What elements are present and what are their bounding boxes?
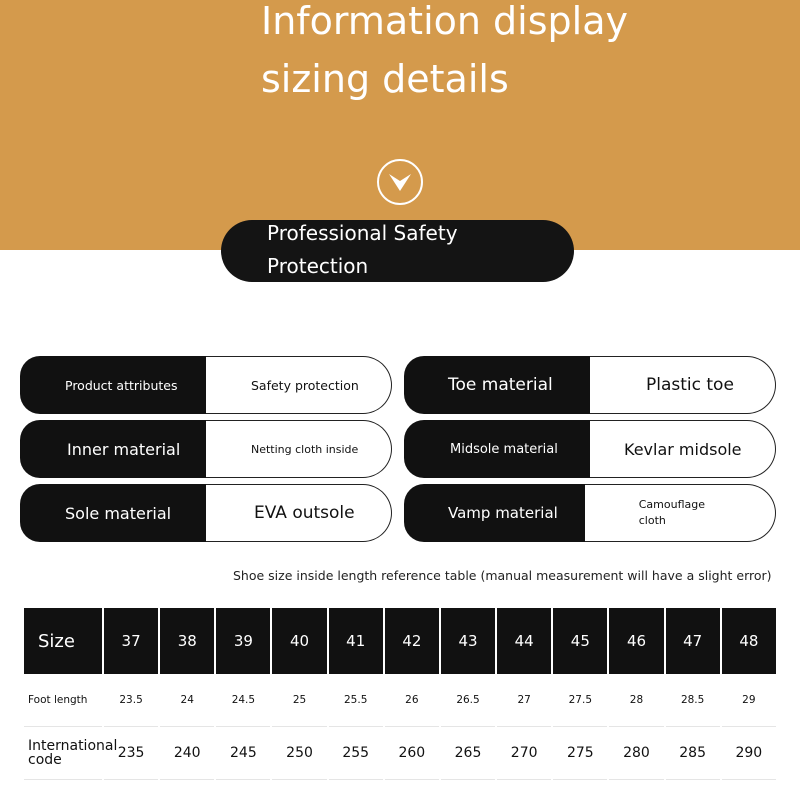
size-cell: 40 — [272, 608, 326, 674]
spec-value: Safety protection — [206, 356, 392, 414]
international-code-cell: 250 — [272, 727, 326, 780]
foot-length-cell: 25 — [272, 674, 326, 727]
size-cell: 48 — [722, 608, 776, 674]
size-cell: 41 — [329, 608, 383, 674]
size-cell: 43 — [441, 608, 495, 674]
spec-value: Plastic toe — [590, 356, 776, 414]
foot-length-cell: 28.5 — [666, 674, 720, 727]
spec-midsole-material — [404, 420, 776, 478]
spec-toe-material — [404, 356, 776, 414]
foot-length-cell: 27 — [497, 674, 551, 727]
international-code-row — [24, 727, 776, 780]
size-label: Size — [24, 608, 102, 674]
spec-key: Product attributes — [20, 356, 206, 414]
chevron-down-icon — [376, 158, 424, 206]
hero-banner — [0, 0, 800, 250]
international-code-cell: 240 — [160, 727, 214, 780]
spec-inner-material — [20, 420, 392, 478]
spec-value: Camouflage cloth — [585, 484, 776, 542]
spec-value: Netting cloth inside — [206, 420, 392, 478]
spec-key: Sole material — [20, 484, 206, 542]
spec-key: Midsole material — [404, 420, 590, 478]
foot-length-label: Foot length — [24, 674, 102, 727]
international-code-cell: 245 — [216, 727, 270, 780]
foot-length-cell: 27.5 — [553, 674, 607, 727]
foot-length-cell: 24 — [160, 674, 214, 727]
foot-length-row — [24, 674, 776, 727]
international-code-cell: 275 — [553, 727, 607, 780]
foot-length-cell: 28 — [609, 674, 663, 727]
foot-length-cell: 29 — [722, 674, 776, 727]
size-cell: 38 — [160, 608, 214, 674]
spec-key: Inner material — [20, 420, 206, 478]
international-code-label: International code — [24, 727, 102, 780]
spec-product-attributes — [20, 356, 392, 414]
international-code-cell: 265 — [441, 727, 495, 780]
hero-title: Information display sizing details — [261, 0, 628, 101]
international-code-cell: 255 — [329, 727, 383, 780]
spec-key: Toe material — [404, 356, 590, 414]
international-code-cell: 280 — [609, 727, 663, 780]
size-cell: 46 — [609, 608, 663, 674]
foot-length-cell: 26 — [385, 674, 439, 727]
international-code-cell: 260 — [385, 727, 439, 780]
international-code-cell: 235 — [104, 727, 158, 780]
spec-key: Vamp material — [404, 484, 585, 542]
size-table — [22, 608, 778, 780]
international-code-cell: 285 — [666, 727, 720, 780]
spec-value: EVA outsole — [206, 484, 392, 542]
spec-vamp-material — [404, 484, 776, 542]
international-code-cell: 270 — [497, 727, 551, 780]
foot-length-cell: 23.5 — [104, 674, 158, 727]
section-banner-label: Professional Safety Protection — [267, 221, 458, 278]
size-cell: 42 — [385, 608, 439, 674]
size-cell: 44 — [497, 608, 551, 674]
spec-sole-material — [20, 484, 392, 542]
section-banner — [221, 220, 574, 282]
international-code-cell: 290 — [722, 727, 776, 780]
foot-length-cell: 24.5 — [216, 674, 270, 727]
foot-length-cell: 25.5 — [329, 674, 383, 727]
size-cell: 45 — [553, 608, 607, 674]
size-cell: 37 — [104, 608, 158, 674]
size-row — [24, 608, 776, 674]
size-cell: 47 — [666, 608, 720, 674]
foot-length-cell: 26.5 — [441, 674, 495, 727]
size-table-caption: Shoe size inside length reference table (manual measurement will have a slight error) — [233, 568, 772, 583]
size-cell: 39 — [216, 608, 270, 674]
spec-value: Kevlar midsole — [590, 420, 776, 478]
